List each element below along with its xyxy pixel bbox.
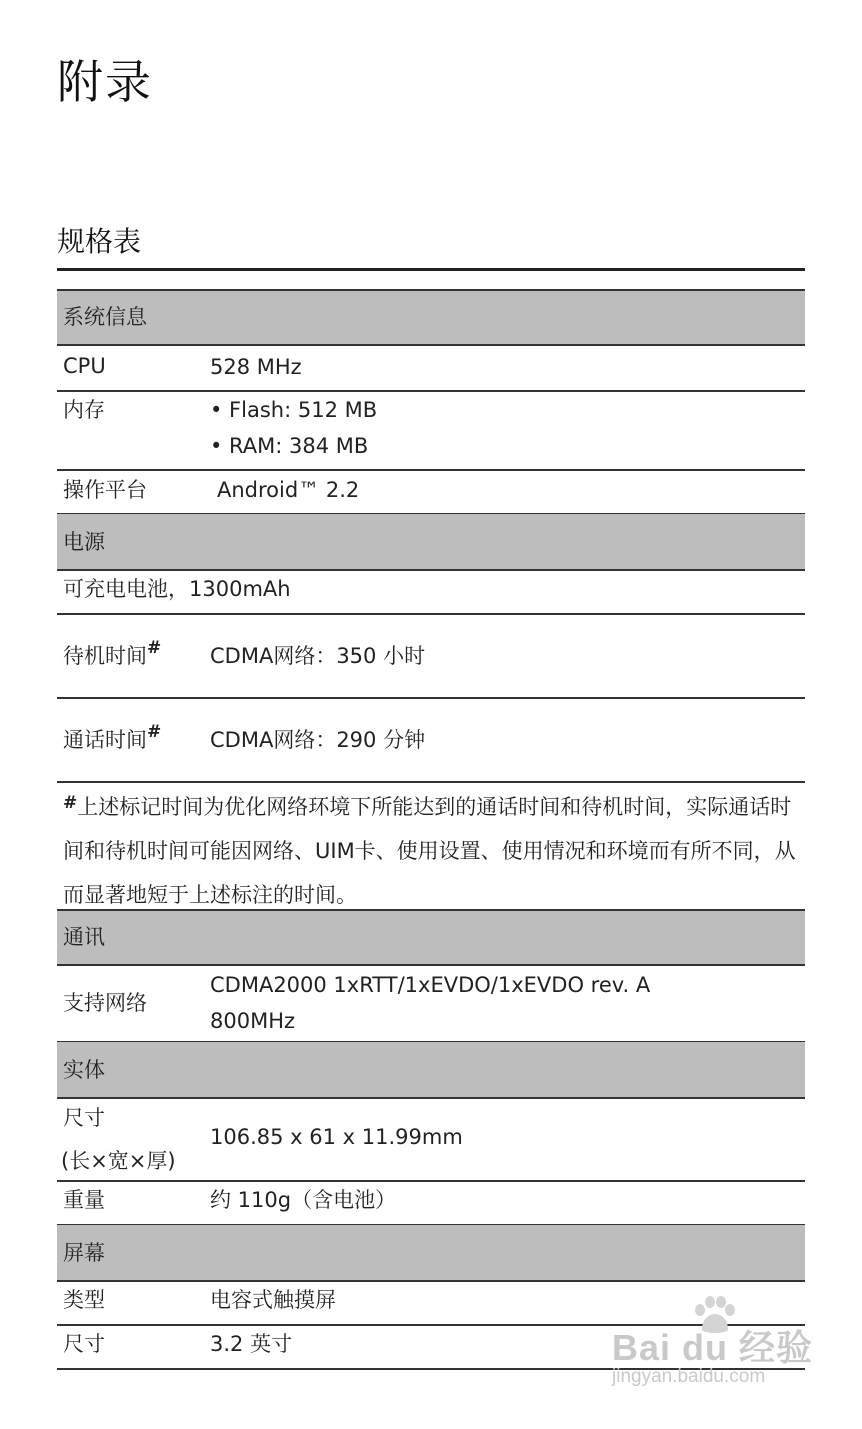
- title-divider: [57, 268, 805, 271]
- memory-flash: • Flash: 512 MB: [210, 398, 378, 422]
- standby-value: CDMA网络：350 小时: [210, 644, 426, 668]
- section-label-system: 系统信息: [63, 305, 147, 329]
- footnote: #上述标记时间为优化网络环境下所能达到的通话时间和待机时间，实际通话时间和待机时间可能因网络、UIM卡、使用设置、使用情况和环境而有所不同，从而显著地短于上述标注的时间。: [63, 793, 796, 907]
- section-header-comms: [57, 910, 805, 965]
- divider: [57, 613, 805, 615]
- standby-label: 待机时间#: [63, 638, 162, 668]
- os-value: Android™ 2.2: [217, 478, 360, 502]
- cpu-value: 528 MHz: [210, 355, 302, 379]
- network-value-line1: CDMA2000 1xRTT/1xEVDO/1xEVDO rev. A: [210, 973, 651, 997]
- memory-ram: • RAM: 384 MB: [210, 434, 369, 458]
- divider: [57, 909, 805, 911]
- section-header-screen: [57, 1225, 805, 1280]
- network-label: 支持网络: [63, 991, 147, 1015]
- divider: [57, 1180, 805, 1182]
- section-label-screen: 屏幕: [63, 1241, 105, 1265]
- os-label: 操作平台: [63, 478, 147, 502]
- watermark-url: jingyan.baidu.com: [612, 1366, 766, 1387]
- talk-value: CDMA网络：290 分钟: [210, 728, 426, 752]
- weight-label: 重量: [63, 1188, 105, 1212]
- weight-value: 约 110g（含电池）: [210, 1188, 397, 1212]
- divider: [57, 569, 805, 571]
- screen-type-label: 类型: [63, 1288, 105, 1312]
- section-title: 规格表: [57, 225, 142, 258]
- section-header-physical: [57, 1042, 805, 1097]
- battery-spec: 可充电电池，1300mAh: [63, 577, 291, 601]
- screen-size-value: 3.2 英寸: [210, 1332, 293, 1356]
- size-label-dims: (长×宽×厚): [61, 1149, 176, 1173]
- watermark-logo: Bai du 经验: [612, 1327, 814, 1368]
- screen-type-value: 电容式触摸屏: [210, 1288, 336, 1312]
- section-header-power: [57, 514, 805, 569]
- section-header-system: [57, 290, 805, 345]
- divider: [57, 289, 805, 291]
- section-label-physical: 实体: [63, 1058, 105, 1082]
- section-label-comms: 通讯: [63, 925, 105, 949]
- divider: [57, 1280, 805, 1282]
- size-label: 尺寸: [63, 1106, 105, 1130]
- memory-label: 内存: [63, 398, 105, 422]
- page-title: 附录: [57, 55, 153, 109]
- talk-label: 通话时间#: [63, 722, 162, 752]
- divider: [57, 390, 805, 392]
- divider: [57, 469, 805, 471]
- section-label-power: 电源: [63, 530, 105, 554]
- divider: [57, 697, 805, 699]
- divider: [57, 1097, 805, 1099]
- screen-size-label: 尺寸: [63, 1332, 105, 1356]
- divider: [57, 344, 805, 346]
- size-value: 106.85 x 61 x 11.99mm: [210, 1125, 463, 1149]
- divider: [57, 964, 805, 966]
- network-value-line2: 800MHz: [210, 1009, 296, 1033]
- cpu-label: CPU: [63, 354, 106, 378]
